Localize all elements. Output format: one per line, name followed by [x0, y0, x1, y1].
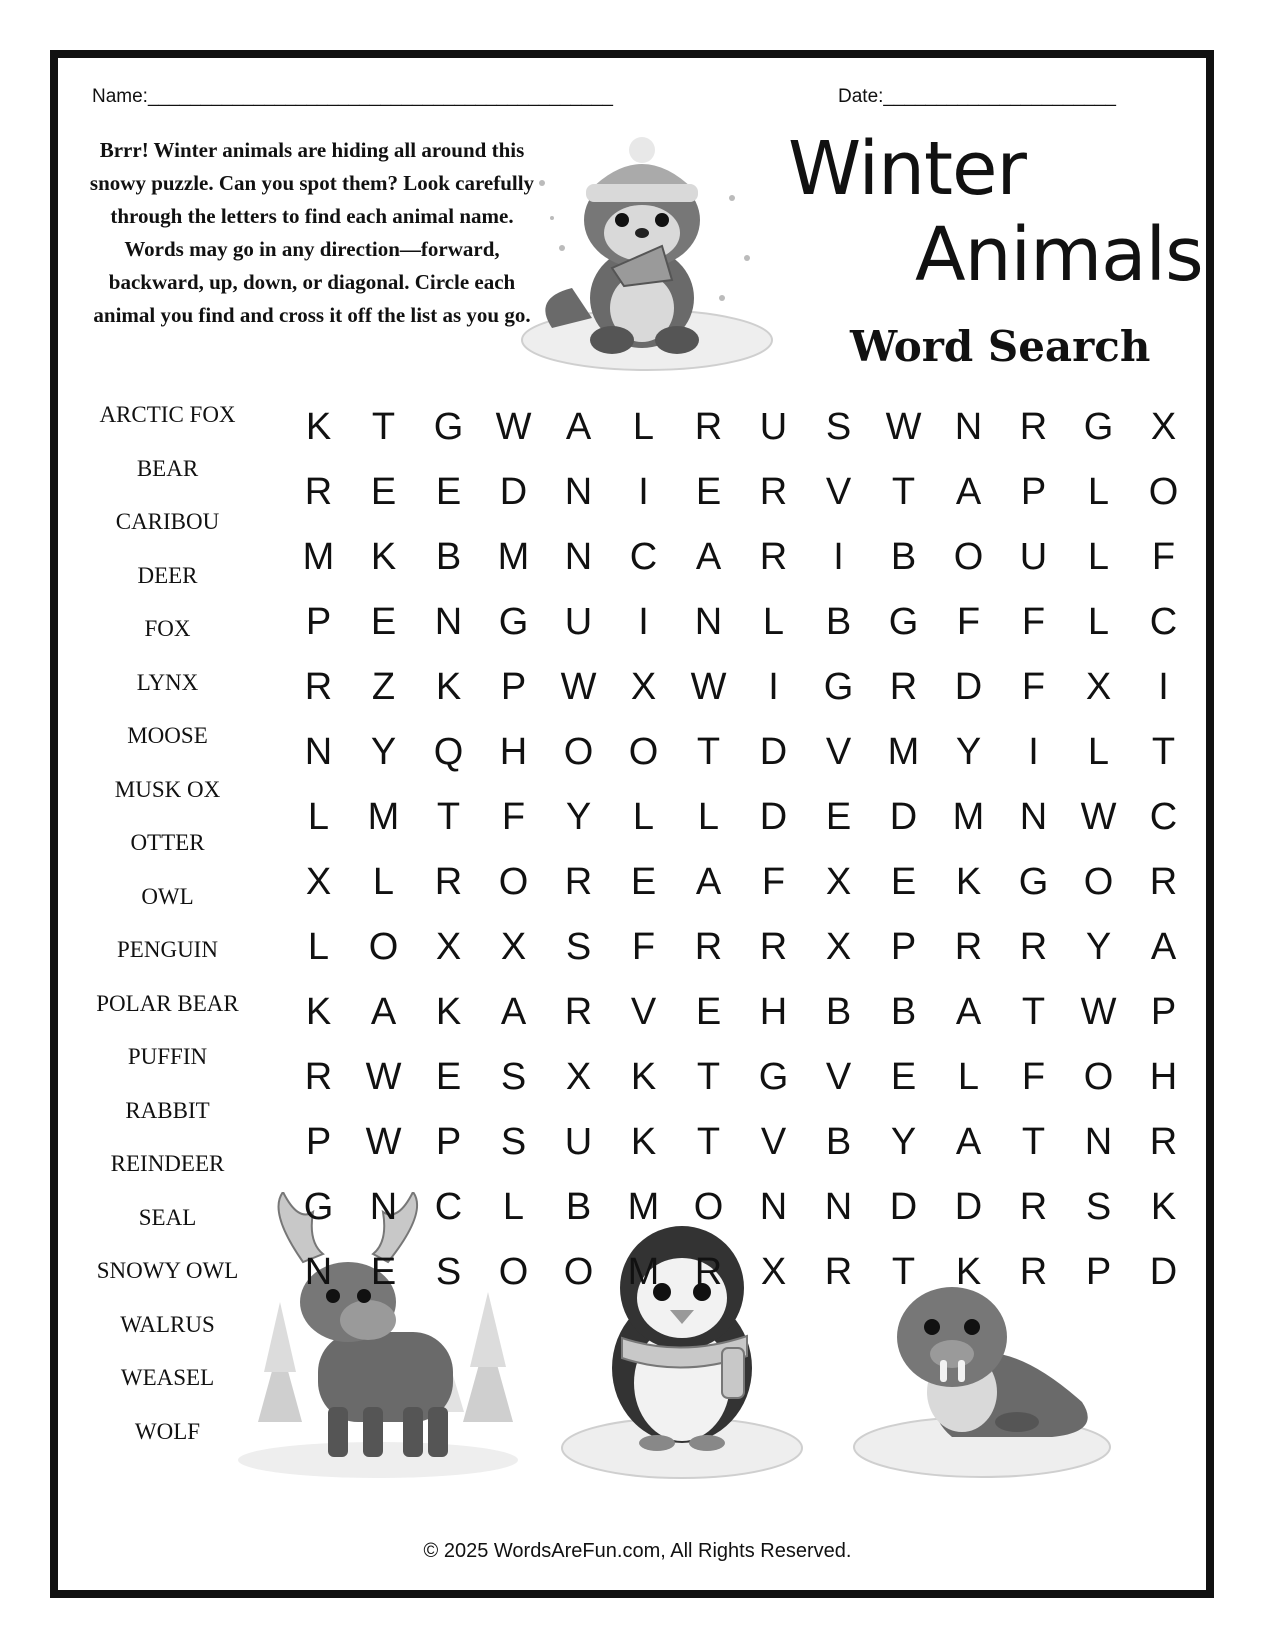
grid-row — [286, 404, 1196, 469]
grid-cell[interactable]: R — [759, 926, 788, 968]
grid-cell[interactable]: B — [825, 1121, 852, 1163]
grid-cell[interactable]: F — [1021, 1056, 1046, 1098]
grid-row — [286, 729, 1196, 794]
grid-cell[interactable]: D — [1149, 1251, 1178, 1293]
grid-cell[interactable]: E — [890, 1056, 917, 1098]
grid-cell[interactable]: N — [1019, 796, 1048, 838]
grid-cell[interactable]: A — [955, 991, 982, 1033]
grid-cell[interactable]: A — [500, 991, 527, 1033]
grid-cell[interactable]: M — [627, 1251, 660, 1293]
grid-cell[interactable]: S — [500, 1056, 527, 1098]
grid-cell[interactable]: O — [1083, 1056, 1114, 1098]
grid-cell[interactable]: H — [1149, 1056, 1178, 1098]
grid-cell[interactable]: X — [825, 926, 852, 968]
grid-cell[interactable]: R — [694, 926, 723, 968]
grid-cell[interactable]: B — [435, 536, 462, 578]
grid-cell[interactable]: I — [1028, 731, 1039, 773]
grid-cell[interactable]: W — [1080, 796, 1117, 838]
grid-cell[interactable]: Y — [370, 731, 397, 773]
grid-cell[interactable]: K — [1150, 1186, 1177, 1228]
grid-cell[interactable]: S — [435, 1251, 462, 1293]
grid-cell[interactable]: T — [891, 1251, 916, 1293]
letter-grid — [286, 404, 1196, 1314]
grid-cell[interactable]: O — [563, 1251, 594, 1293]
grid-cell[interactable]: E — [890, 861, 917, 903]
grid-cell[interactable]: R — [1019, 406, 1048, 448]
instructions-text: Brrr! Winter animals are hiding all around this snowy puzzle. Can you spot them? Look carefully through the letters to find each animal name. Words may go in any direction—forward, backward, up, down, or diagonal. Circle each animal you find and cross it off the list as you go. — [89, 138, 535, 327]
grid-cell[interactable]: M — [367, 796, 400, 838]
grid-cell[interactable]: L — [957, 1056, 980, 1098]
grid-row — [286, 469, 1196, 534]
grid-cell[interactable]: S — [565, 926, 592, 968]
grid-cell[interactable]: A — [695, 536, 722, 578]
grid-cell[interactable]: I — [833, 536, 844, 578]
date-field[interactable]: Date:______________________ — [838, 86, 1116, 107]
grid-cell[interactable]: X — [1085, 666, 1112, 708]
grid-cell[interactable]: O — [563, 731, 594, 773]
grid-cell[interactable]: N — [304, 1251, 333, 1293]
grid-cell[interactable]: M — [497, 536, 530, 578]
grid-cell[interactable]: P — [305, 601, 332, 643]
grid-cell[interactable]: K — [370, 536, 397, 578]
grid-cell[interactable]: G — [1018, 861, 1049, 903]
grid-cell[interactable]: O — [1083, 861, 1114, 903]
grid-cell[interactable]: V — [630, 991, 657, 1033]
grid-cell[interactable]: T — [696, 1056, 721, 1098]
grid-row — [286, 664, 1196, 729]
grid-row — [286, 859, 1196, 924]
grid-cell[interactable]: R — [889, 666, 918, 708]
grid-cell[interactable]: R — [824, 1251, 853, 1293]
grid-cell[interactable]: L — [1087, 471, 1110, 513]
grid-cell[interactable]: Y — [890, 1121, 917, 1163]
grid-cell[interactable]: L — [372, 861, 395, 903]
grid-cell[interactable]: T — [1021, 991, 1046, 1033]
title-line-2: Animals — [915, 212, 1203, 298]
grid-cell[interactable]: R — [304, 471, 333, 513]
grid-cell[interactable]: T — [696, 1121, 721, 1163]
grid-cell[interactable]: P — [500, 666, 527, 708]
grid-cell[interactable]: R — [1019, 926, 1048, 968]
grid-cell[interactable]: L — [697, 796, 720, 838]
grid-cell[interactable]: L — [502, 1186, 525, 1228]
word-item: OTTER — [130, 830, 205, 855]
grid-cell[interactable]: T — [1021, 1121, 1046, 1163]
grid-row — [286, 534, 1196, 599]
grid-cell[interactable]: E — [695, 471, 722, 513]
grid-cell[interactable]: M — [952, 796, 985, 838]
grid-cell[interactable]: K — [955, 861, 982, 903]
grid-row — [286, 1184, 1196, 1249]
grid-cell[interactable]: X — [825, 861, 852, 903]
grid-cell[interactable]: L — [307, 796, 330, 838]
word-item: PENGUIN — [117, 937, 218, 962]
grid-cell[interactable]: T — [696, 731, 721, 773]
grid-cell[interactable]: O — [498, 861, 529, 903]
grid-cell[interactable]: N — [564, 536, 593, 578]
grid-cell[interactable]: H — [759, 991, 788, 1033]
grid-cell[interactable]: T — [891, 471, 916, 513]
grid-cell[interactable]: L — [307, 926, 330, 968]
word-item: ARCTIC FOX — [99, 402, 236, 427]
grid-row — [286, 1119, 1196, 1184]
grid-cell[interactable]: W — [495, 406, 532, 448]
grid-cell[interactable]: A — [695, 861, 722, 903]
grid-cell[interactable]: X — [565, 1056, 592, 1098]
grid-cell[interactable]: W — [560, 666, 597, 708]
grid-cell[interactable]: I — [638, 601, 649, 643]
grid-cell[interactable]: X — [305, 861, 332, 903]
grid-cell[interactable]: R — [434, 861, 463, 903]
word-item: PUFFIN — [127, 1044, 208, 1069]
grid-cell[interactable]: I — [638, 471, 649, 513]
grid-cell[interactable]: F — [761, 861, 786, 903]
grid-cell[interactable]: L — [1087, 731, 1110, 773]
grid-cell[interactable]: C — [434, 1186, 463, 1228]
grid-cell[interactable]: T — [1151, 731, 1176, 773]
grid-row — [286, 989, 1196, 1054]
grid-cell[interactable]: P — [1150, 991, 1177, 1033]
grid-cell[interactable]: N — [694, 601, 723, 643]
grid-cell[interactable]: E — [825, 796, 852, 838]
grid-cell[interactable]: Y — [1085, 926, 1112, 968]
grid-cell[interactable]: W — [1080, 991, 1117, 1033]
grid-cell[interactable]: D — [954, 1186, 983, 1228]
grid-cell[interactable]: W — [885, 406, 922, 448]
grid-cell[interactable]: R — [304, 666, 333, 708]
grid-row — [286, 599, 1196, 664]
grid-cell[interactable]: A — [1150, 926, 1177, 968]
grid-cell[interactable]: E — [435, 1056, 462, 1098]
grid-cell[interactable]: R — [759, 471, 788, 513]
word-item: MOOSE — [127, 723, 208, 748]
grid-cell[interactable]: U — [564, 601, 593, 643]
grid-cell[interactable]: F — [1151, 536, 1176, 578]
grid-cell[interactable]: A — [955, 1121, 982, 1163]
grid-cell[interactable]: Y — [565, 796, 592, 838]
grid-cell[interactable]: X — [630, 666, 657, 708]
grid-cell[interactable]: L — [632, 406, 655, 448]
grid-cell[interactable]: N — [954, 406, 983, 448]
word-item: DEER — [137, 562, 198, 588]
grid-cell[interactable]: K — [435, 991, 462, 1033]
grid-cell[interactable]: M — [887, 731, 920, 773]
grid-cell[interactable]: C — [1149, 601, 1178, 643]
grid-cell[interactable]: A — [370, 991, 397, 1033]
word-item: FOX — [144, 616, 191, 641]
word-item: WEASEL — [120, 1365, 215, 1390]
grid-cell[interactable]: D — [759, 731, 788, 773]
grid-cell[interactable]: E — [695, 991, 722, 1033]
grid-cell[interactable]: N — [1084, 1121, 1113, 1163]
grid-cell[interactable]: K — [630, 1056, 657, 1098]
grid-cell[interactable]: G — [303, 1186, 334, 1228]
grid-cell[interactable]: K — [435, 666, 462, 708]
grid-cell[interactable]: E — [370, 1251, 397, 1293]
grid-cell[interactable]: G — [433, 406, 464, 448]
grid-cell[interactable]: V — [825, 731, 852, 773]
grid-cell[interactable]: N — [304, 731, 333, 773]
grid-cell[interactable]: K — [955, 1251, 982, 1293]
word-item: BEAR — [136, 455, 199, 481]
grid-cell[interactable]: N — [824, 1186, 853, 1228]
grid-cell[interactable]: L — [1087, 601, 1110, 643]
word-item: POLAR BEAR — [96, 990, 239, 1016]
grid-cell[interactable]: F — [956, 601, 981, 643]
grid-cell[interactable]: L — [1087, 536, 1110, 578]
grid-cell[interactable]: E — [435, 471, 462, 513]
grid-cell[interactable]: D — [954, 666, 983, 708]
grid-cell[interactable]: C — [1149, 796, 1178, 838]
grid-cell[interactable]: S — [825, 406, 852, 448]
grid-cell[interactable]: O — [498, 1251, 529, 1293]
grid-cell[interactable]: V — [825, 471, 852, 513]
grid-cell[interactable]: I — [768, 666, 779, 708]
grid-cell[interactable]: E — [370, 601, 397, 643]
grid-cell[interactable]: N — [759, 1186, 788, 1228]
grid-cell[interactable]: E — [370, 471, 397, 513]
grid-cell[interactable]: F — [1021, 601, 1046, 643]
grid-cell[interactable]: D — [759, 796, 788, 838]
grid-cell[interactable]: N — [434, 601, 463, 643]
grid-cell[interactable]: W — [365, 1056, 402, 1098]
title-line-1: Winter — [788, 126, 1026, 212]
grid-cell[interactable]: B — [825, 601, 852, 643]
word-item: LYNX — [136, 669, 199, 695]
grid-cell[interactable]: U — [1019, 536, 1048, 578]
grid-cell[interactable]: B — [890, 536, 917, 578]
grid-cell[interactable]: X — [760, 1251, 787, 1293]
grid-cell[interactable]: M — [627, 1186, 660, 1228]
word-item: MUSK OX — [114, 776, 221, 802]
grid-row — [286, 1054, 1196, 1119]
grid-cell[interactable]: L — [632, 796, 655, 838]
grid-cell[interactable]: A — [955, 471, 982, 513]
grid-cell[interactable]: H — [499, 731, 528, 773]
grid-cell[interactable]: F — [1021, 666, 1046, 708]
grid-cell[interactable]: W — [365, 1121, 402, 1163]
word-item: WOLF — [134, 1418, 201, 1444]
grid-cell[interactable]: G — [758, 1056, 789, 1098]
grid-cell[interactable]: G — [498, 601, 529, 643]
grid-cell[interactable]: O — [368, 926, 399, 968]
otter-icon — [512, 128, 782, 378]
grid-cell[interactable]: D — [889, 1186, 918, 1228]
grid-row — [286, 924, 1196, 989]
grid-cell[interactable]: F — [631, 926, 656, 968]
copyright-text: © 2025 WordsAreFun.com, All Rights Reserved. — [423, 1540, 852, 1562]
grid-cell[interactable]: N — [564, 471, 593, 513]
name-field[interactable]: Name:____________________________________________ — [92, 86, 613, 107]
grid-cell[interactable]: D — [499, 471, 528, 513]
grid-cell[interactable]: E — [630, 861, 657, 903]
grid-cell[interactable]: P — [890, 926, 917, 968]
grid-cell[interactable]: R — [759, 536, 788, 578]
grid-row — [286, 1249, 1196, 1314]
grid-cell[interactable]: O — [628, 731, 659, 773]
grid-cell[interactable]: I — [1158, 666, 1169, 708]
grid-cell[interactable]: S — [500, 1121, 527, 1163]
grid-cell[interactable]: W — [690, 666, 727, 708]
grid-cell[interactable]: V — [760, 1121, 787, 1163]
grid-cell[interactable]: Z — [371, 666, 396, 708]
grid-cell[interactable]: P — [1020, 471, 1047, 513]
grid-cell[interactable]: F — [501, 796, 526, 838]
grid-cell[interactable]: R — [564, 991, 593, 1033]
grid-cell[interactable]: P — [1085, 1251, 1112, 1293]
grid-cell[interactable]: R — [954, 926, 983, 968]
subtitle: Word Search — [850, 322, 1151, 371]
grid-cell[interactable]: S — [1085, 1186, 1112, 1228]
grid-cell[interactable]: R — [1019, 1186, 1048, 1228]
word-item: CARIBOU — [115, 509, 220, 534]
grid-cell[interactable]: O — [693, 1186, 724, 1228]
grid-cell[interactable]: U — [564, 1121, 593, 1163]
grid-cell[interactable]: R — [694, 406, 723, 448]
word-item: SNOWY OWL — [96, 1258, 239, 1283]
grid-row — [286, 794, 1196, 859]
grid-cell[interactable]: R — [564, 861, 593, 903]
grid-cell[interactable]: K — [630, 1121, 657, 1163]
word-item: REINDEER — [110, 1151, 225, 1176]
grid-cell[interactable]: T — [436, 796, 461, 838]
grid-cell[interactable]: R — [1149, 861, 1178, 903]
grid-cell[interactable]: G — [823, 666, 854, 708]
grid-cell[interactable]: X — [500, 926, 527, 968]
grid-cell[interactable]: R — [304, 1056, 333, 1098]
grid-cell[interactable]: D — [889, 796, 918, 838]
grid-cell[interactable]: L — [762, 601, 785, 643]
grid-cell[interactable]: Y — [955, 731, 982, 773]
grid-cell[interactable]: X — [435, 926, 462, 968]
grid-cell[interactable]: R — [1149, 1121, 1178, 1163]
word-item: SEAL — [138, 1204, 197, 1230]
grid-cell[interactable]: P — [435, 1121, 462, 1163]
word-item: RABBIT — [125, 1097, 210, 1123]
grid-cell[interactable]: Q — [433, 731, 464, 773]
grid-cell[interactable]: C — [629, 536, 658, 578]
grid-cell[interactable]: O — [1148, 471, 1179, 513]
grid-cell[interactable]: A — [565, 406, 592, 448]
grid-cell[interactable]: K — [305, 991, 332, 1033]
grid-cell[interactable]: R — [1019, 1251, 1048, 1293]
grid-cell[interactable]: T — [371, 406, 396, 448]
grid-cell[interactable]: K — [305, 406, 332, 448]
word-item: WALRUS — [120, 1311, 215, 1337]
grid-cell[interactable]: V — [825, 1056, 852, 1098]
grid-cell[interactable]: M — [302, 536, 335, 578]
grid-cell[interactable]: R — [694, 1251, 723, 1293]
grid-cell[interactable]: G — [1083, 406, 1114, 448]
grid-cell[interactable]: X — [1150, 406, 1177, 448]
grid-cell[interactable]: B — [825, 991, 852, 1033]
word-item: OWL — [141, 883, 194, 909]
grid-cell[interactable]: N — [369, 1186, 398, 1228]
grid-cell[interactable]: O — [953, 536, 984, 578]
grid-cell[interactable]: U — [759, 406, 788, 448]
grid-cell[interactable]: B — [565, 1186, 592, 1228]
grid-cell[interactable]: B — [890, 991, 917, 1033]
grid-cell[interactable]: G — [888, 601, 919, 643]
grid-cell[interactable]: P — [305, 1121, 332, 1163]
